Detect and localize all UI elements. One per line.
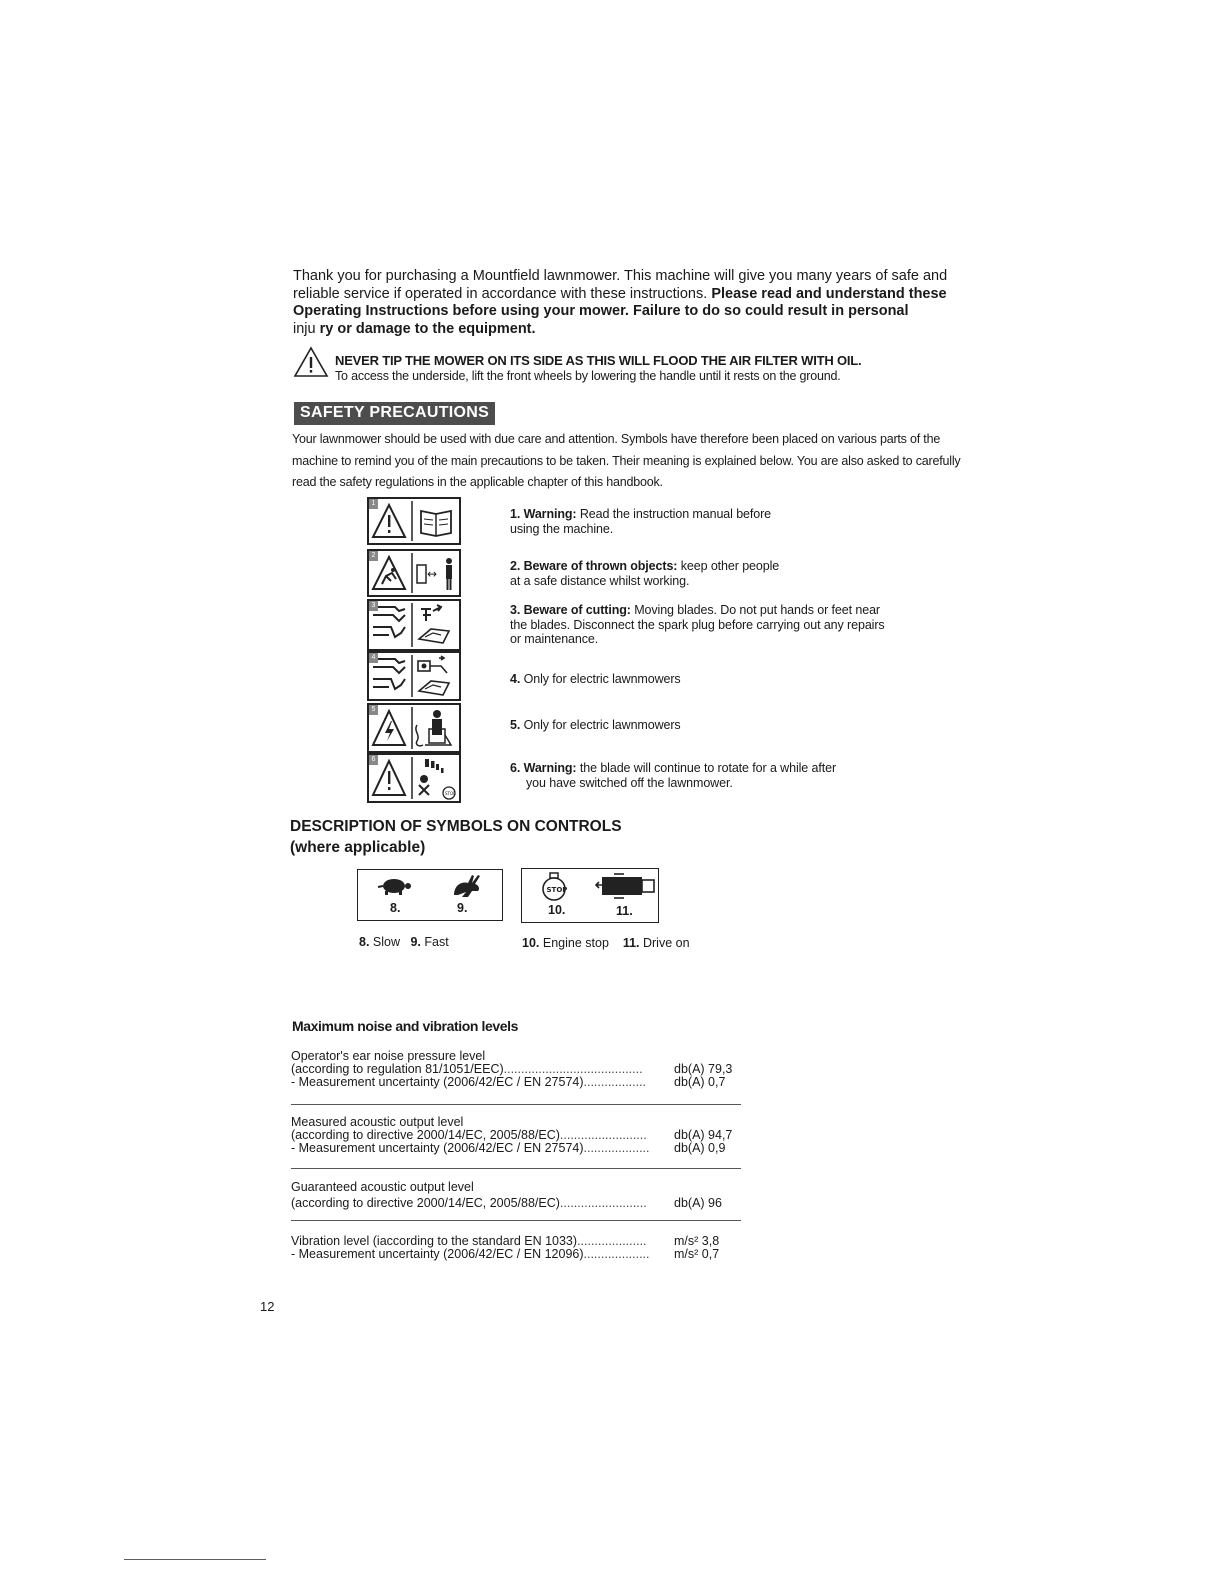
safety-paragraph: Your lawnmower should be used with due care and attention. Symbols have therefore been placed on various parts of the machine to remind you of the main precautions to be taken. Their meaning is explained below. You are also asked to carefully read the safety regulations in the applicable chapter of this handbook.	[292, 432, 961, 489]
tortoise-icon	[374, 874, 414, 898]
noise-row-label: - Measurement uncertainty (2006/42/EC / EN 27574)	[291, 1075, 584, 1089]
symbol-4-bold: 4.	[510, 672, 521, 686]
caption-fast: Fast	[424, 935, 449, 949]
engine-stop-icon	[540, 872, 568, 902]
noise-row-value: m/s² 3,8	[674, 1234, 720, 1248]
symbol-1-description	[510, 507, 930, 536]
noise-block-title: Measured acoustic output level	[291, 1115, 464, 1129]
symbol-number: 1	[369, 499, 378, 509]
stop-text: STOP	[546, 886, 568, 894]
electric-blades-icon	[367, 651, 461, 701]
intro-tail-bold: ry or damage to the equipment.	[319, 320, 536, 337]
symbol-2-bold: 2. Beware of thrown objects:	[510, 559, 678, 573]
label-10: 10.	[548, 903, 566, 917]
caption-num-9: 9.	[410, 935, 421, 949]
noise-row	[291, 1076, 741, 1089]
divider	[291, 1104, 741, 1105]
symbol-2-description	[510, 559, 930, 588]
caption-drive-on: Drive on	[642, 936, 690, 950]
noise-row-value: db(A) 96	[674, 1196, 722, 1210]
noise-row-value: db(A) 0,9	[674, 1141, 726, 1155]
noise-row-label: Vibration level (iaccording to the standard EN 1033)	[291, 1234, 578, 1248]
drive-caption	[522, 936, 690, 950]
noise-row-dots: ........................................	[503, 1062, 643, 1076]
noise-row-value: db(A) 94,7	[674, 1128, 733, 1142]
vibration-block	[291, 1235, 741, 1261]
svg-text:↔: ↔	[427, 567, 438, 581]
symbol-3-description	[510, 603, 930, 647]
symbol-1-line2: using the machine.	[510, 521, 614, 536]
caption-engine-stop: Engine stop	[542, 936, 609, 950]
cutting-blades-icon	[367, 599, 461, 651]
controls-heading-title: DESCRIPTION OF SYMBOLS ON CONTROLS	[290, 818, 622, 835]
noise-row-dots: ...................	[583, 1141, 650, 1155]
noise-row-label: (according to directive 2000/14/EC, 2005/88/EC)	[291, 1196, 560, 1210]
noise-row	[291, 1142, 741, 1155]
noise-row-dots: ....................	[577, 1234, 647, 1248]
caption-num-11: 11.	[622, 936, 640, 950]
noise-row-value: db(A) 0,7	[674, 1075, 726, 1089]
noise-row-dots: ..................	[583, 1075, 647, 1089]
noise-row-value: m/s² 0,7	[674, 1247, 720, 1261]
divider	[291, 1220, 741, 1221]
symbol-5-bold: 5.	[510, 718, 521, 732]
symbol-number: 3	[369, 601, 378, 611]
controls-heading	[290, 816, 622, 858]
intro-tail-text: inju	[293, 320, 316, 337]
noise-block-guaranteed	[291, 1181, 741, 1210]
noise-row-dots: .........................	[559, 1128, 647, 1142]
noise-row-label: (according to directive 2000/14/EC, 2005/88/EC)	[291, 1128, 560, 1142]
noise-block-measured	[291, 1116, 741, 1155]
symbol-number: 4	[369, 653, 378, 663]
noise-row	[291, 1197, 741, 1210]
warning-text: To access the underside, lift the front wheels by lowering the handle until it rests on the ground.	[335, 369, 841, 383]
noise-row-label: - Measurement uncertainty (2006/42/EC / EN 12096)	[291, 1247, 584, 1261]
noise-heading: Maximum noise and vibration levels	[292, 1018, 519, 1034]
symbol-6-line1: the blade will continue to rotate for a while after	[579, 761, 837, 775]
symbol-4-description	[510, 672, 930, 687]
noise-block-title: Operator's ear noise pressure level	[291, 1049, 486, 1063]
caption-num-8: 8.	[359, 935, 370, 949]
symbol-3-line3: or maintenance.	[510, 632, 599, 646]
drive-on-icon	[594, 873, 658, 899]
symbol-2-line1: keep other people	[680, 559, 780, 573]
speed-caption	[359, 935, 449, 949]
safety-precautions-heading: SAFETY PRECAUTIONS	[294, 402, 495, 425]
symbol-3-bold: 3. Beware of cutting:	[510, 603, 631, 617]
symbol-number: 2	[369, 551, 378, 561]
noise-row-value: db(A) 79,3	[674, 1062, 733, 1076]
symbol-6-bold: 6. Warning:	[510, 761, 577, 775]
hare-icon	[448, 871, 484, 901]
noise-row	[291, 1248, 741, 1261]
warning-manual-icon	[367, 497, 461, 545]
symbol-4-line1: Only for electric lawnmowers	[523, 672, 681, 686]
label-11: 11.	[616, 904, 633, 918]
symbol-1-bold: 1. Warning:	[510, 507, 577, 521]
label-8: 8.	[390, 901, 401, 915]
caption-slow: Slow	[372, 935, 401, 949]
label-9: 9.	[457, 901, 468, 915]
noise-row-label: (according to regulation 81/1051/EEC)	[291, 1062, 504, 1076]
symbol-5-line1: Only for electric lawnmowers	[523, 718, 681, 732]
noise-row-dots: .........................	[559, 1196, 647, 1210]
blade-rotation-icon	[367, 753, 461, 803]
footnote-separator	[124, 1559, 266, 1560]
divider	[291, 1168, 741, 1169]
symbol-5-description	[510, 718, 930, 733]
symbol-3-line1: Moving blades. Do not put hands or feet near	[634, 603, 880, 617]
warning-title: NEVER TIP THE MOWER ON ITS SIDE AS THIS WILL FLOOD THE AIR FILTER WITH OIL.	[335, 353, 862, 368]
symbol-6-line2: you have switched off the lawnmower.	[526, 775, 733, 790]
symbol-1-line1: Read the instruction manual before	[579, 507, 772, 521]
symbol-number: 6	[369, 755, 378, 765]
electric-shock-icon	[367, 703, 461, 753]
thrown-objects-icon	[367, 549, 461, 597]
symbol-number: 5	[369, 705, 378, 715]
speed-controls-box	[357, 869, 503, 921]
svg-text:STOP: STOP	[445, 791, 456, 796]
intro-paragraph	[293, 268, 953, 338]
symbol-3-line2: the blades. Disconnect the spark plug before carrying out any repairs	[510, 617, 885, 632]
noise-block-operator	[291, 1050, 741, 1089]
intro-bold-text: Please read and understand these Operating Instructions before using your mower. Failure to do so could result in personal	[293, 285, 947, 319]
warning-triangle-icon	[293, 345, 329, 379]
page-number: 12	[260, 1299, 275, 1314]
intro-text: Thank you for purchasing a Mountfield lawnmower. This machine will give you many years of safe and reliable service if operated in accordance with these instructions.	[293, 268, 948, 302]
noise-row-dots: ...................	[583, 1247, 650, 1261]
noise-row-label: - Measurement uncertainty (2006/42/EC / EN 27574)	[291, 1141, 584, 1155]
symbol-6-description	[510, 761, 930, 790]
symbol-2-line2: at a safe distance whilst working.	[510, 573, 690, 588]
caption-num-10: 10.	[522, 936, 540, 950]
controls-heading-sub: (where applicable)	[290, 839, 426, 856]
drive-controls-box	[521, 868, 659, 923]
noise-block-title: Guaranteed acoustic output level	[291, 1180, 474, 1194]
